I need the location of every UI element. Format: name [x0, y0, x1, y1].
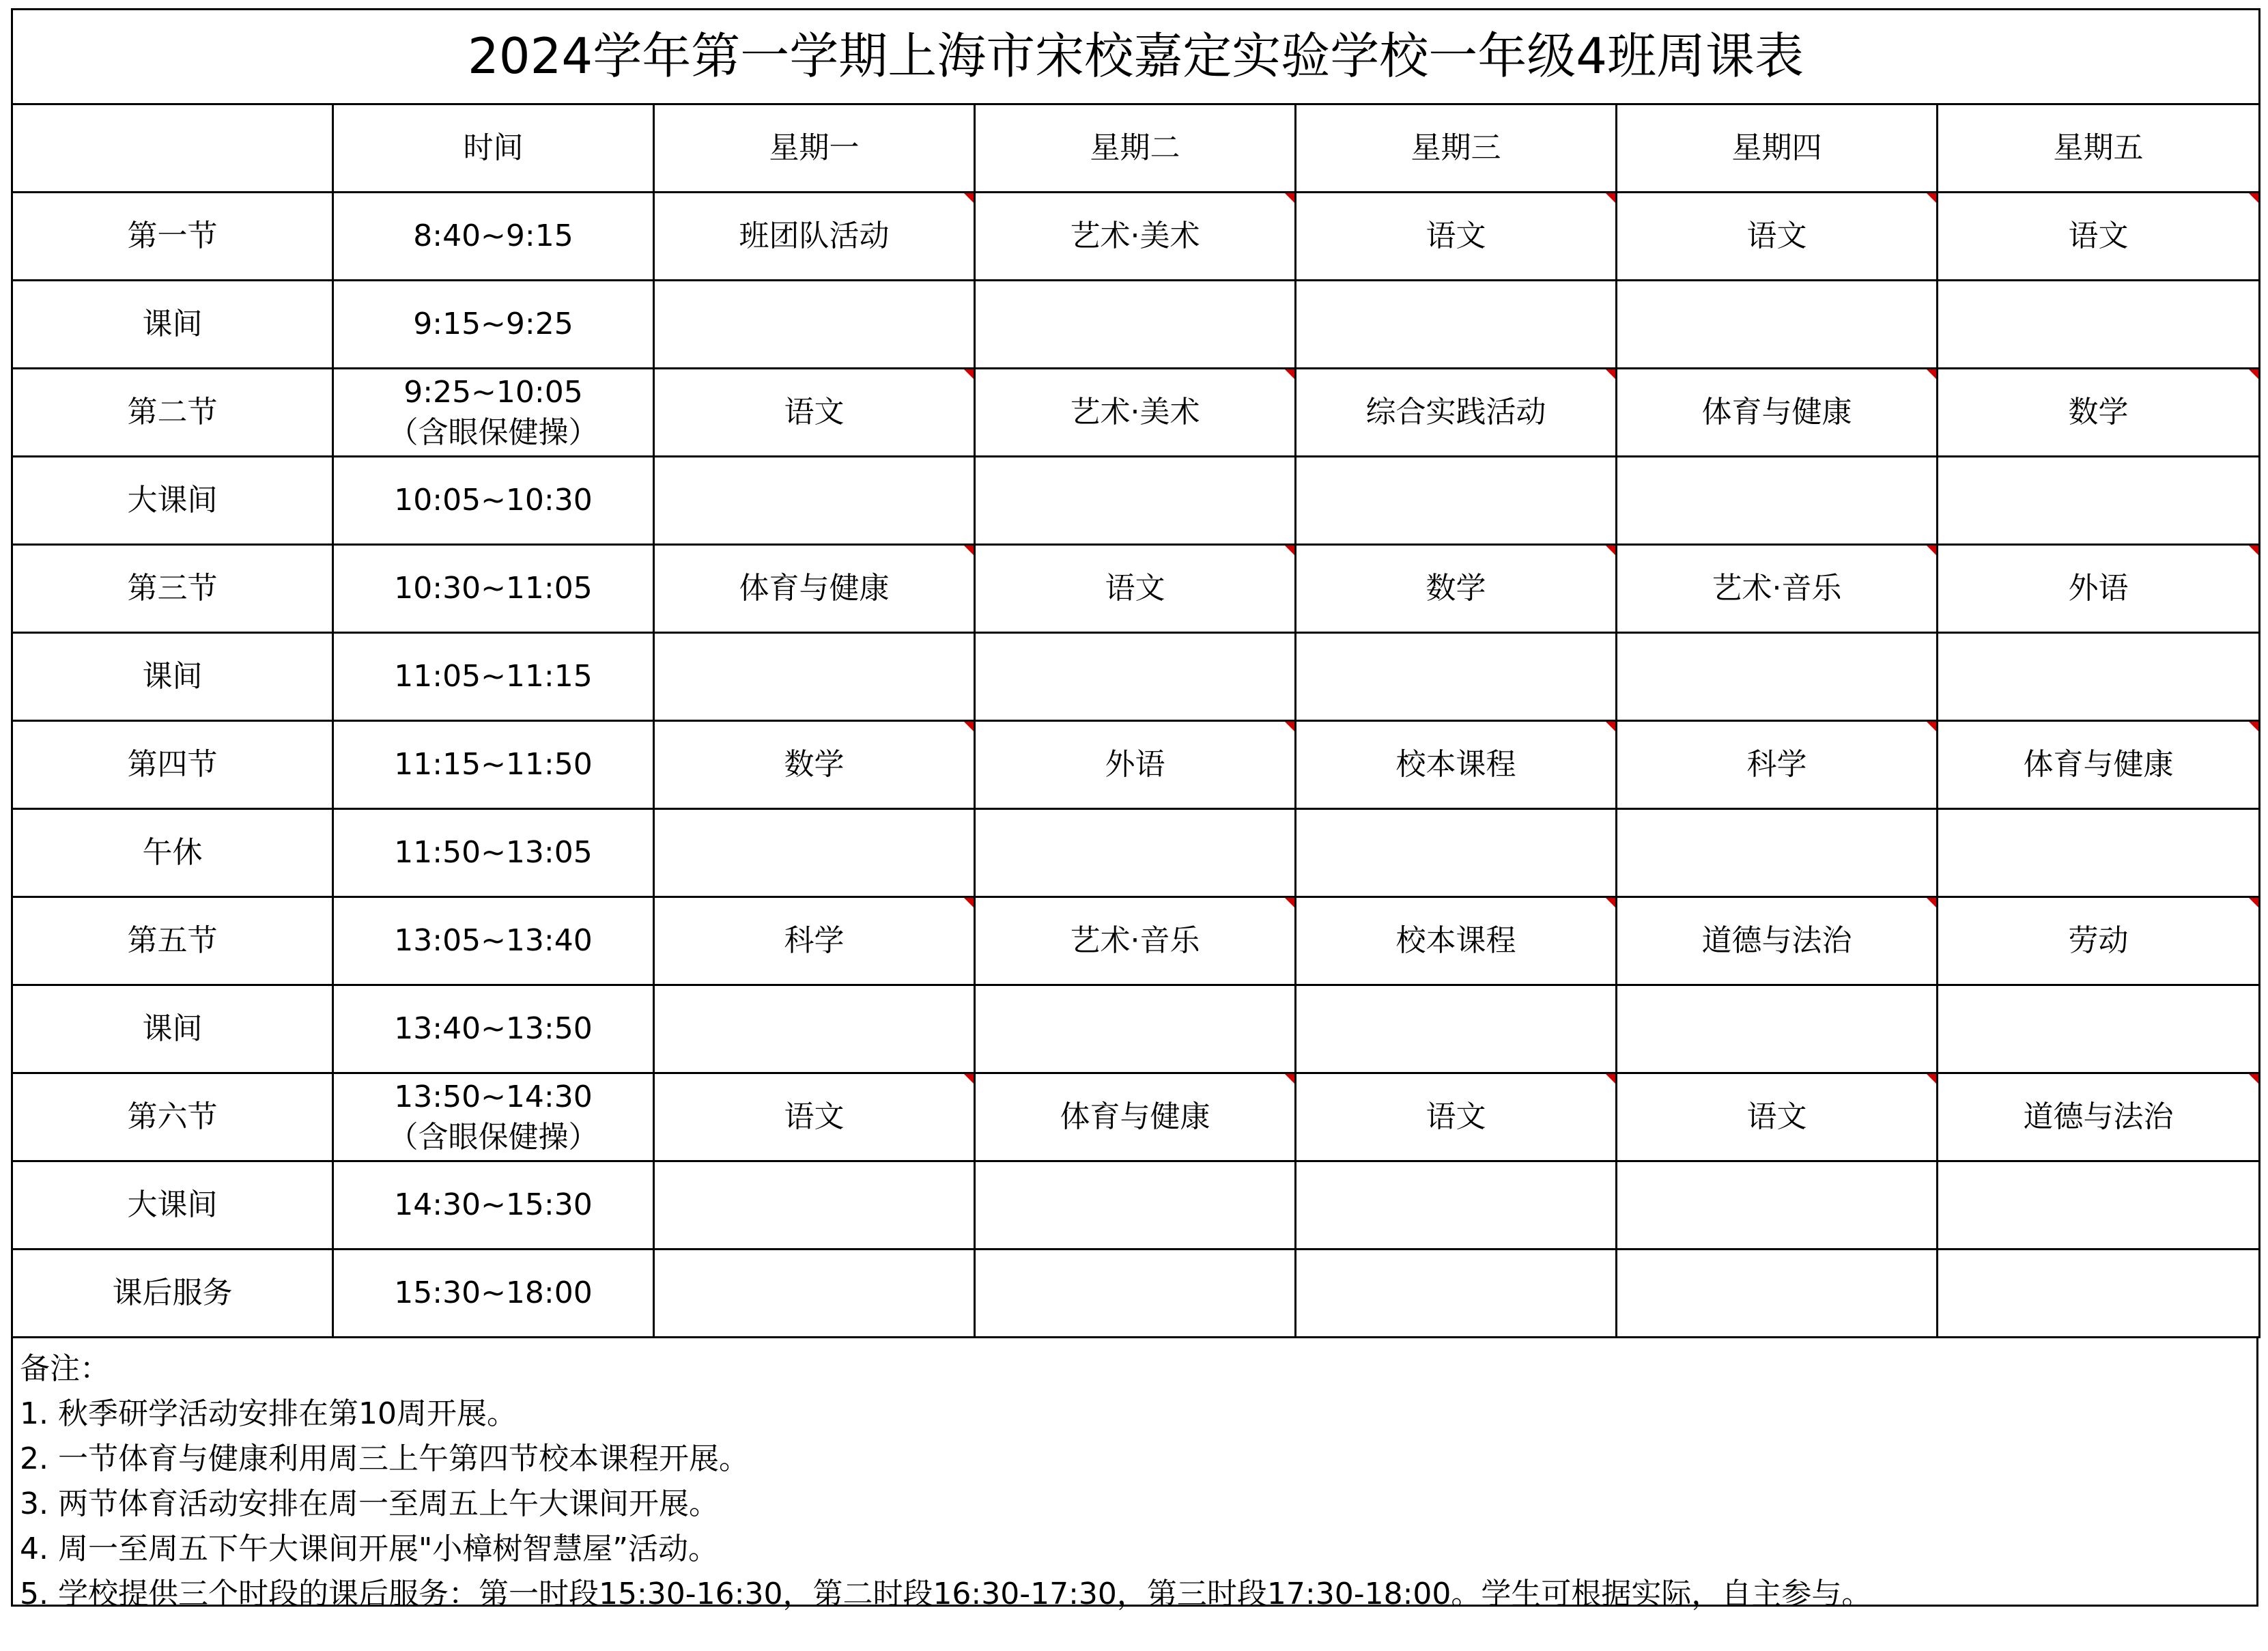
subject-cell-friday: 劳动 [1938, 897, 2260, 985]
subject-cell-tuesday: 语文 [975, 545, 1296, 633]
subject-cell-tuesday [975, 281, 1296, 369]
subject-cell-tuesday [975, 457, 1296, 545]
subject-cell-friday: 体育与健康 [1938, 721, 2260, 809]
period-name-cell: 课间 [12, 281, 333, 369]
period-time-cell [333, 457, 654, 545]
subject-cell-thursday [1617, 1161, 1938, 1250]
subject-cell-thursday: 科学 [1617, 721, 1938, 809]
period-name-cell: 第三节 [12, 545, 333, 633]
header-time-cell: 时间 [333, 104, 654, 193]
subject-cell-friday [1938, 633, 2260, 721]
timetable-sheet [11, 8, 2258, 1650]
period-name-cell: 第四节 [12, 721, 333, 809]
subject-cell-friday: 数学 [1938, 369, 2260, 457]
note-item: 5. 学校提供三个时段的课后服务：第一时段15:30-16:30，第二时段16:30-17:30，第三时段17:30-18:00。学生可根据实际，自主参与。 [20, 1577, 1872, 1611]
header-blank-cell [12, 104, 333, 193]
period-name-cell: 大课间 [12, 1161, 333, 1250]
header-day-friday: 星期五 [1938, 104, 2260, 193]
period-time-text: 15:30~18:00 [394, 1275, 593, 1311]
header-day-monday: 星期一 [654, 104, 975, 193]
subject-cell-wednesday [1296, 633, 1617, 721]
subject-cell-monday [654, 633, 975, 721]
period-time-cell [333, 721, 654, 809]
subject-cell-tuesday: 艺术·美术 [975, 369, 1296, 457]
table-row [12, 721, 2260, 809]
subject-cell-wednesday: 数学 [1296, 545, 1617, 633]
subject-cell-monday: 班团队活动 [654, 193, 975, 281]
subject-cell-friday [1938, 1250, 2260, 1338]
note-item: 3. 两节体育活动安排在周一至周五上午大课间开展。 [20, 1486, 719, 1521]
subject-cell-wednesday: 语文 [1296, 193, 1617, 281]
header-day-thursday: 星期四 [1617, 104, 1938, 193]
notes-heading: 备注： [20, 1351, 110, 1386]
period-time-text: 13:40~13:50 [394, 1011, 593, 1047]
period-name-cell: 课后服务 [12, 1250, 333, 1338]
subject-cell-monday: 科学 [654, 897, 975, 985]
subject-cell-wednesday: 综合实践活动 [1296, 369, 1617, 457]
period-time-cell [333, 633, 654, 721]
subject-cell-tuesday [975, 1161, 1296, 1250]
timetable [11, 8, 2260, 1338]
period-time-text: 9:25~10:05 [403, 374, 583, 410]
subject-cell-monday [654, 281, 975, 369]
subject-cell-friday: 道德与法治 [1938, 1073, 2260, 1161]
header-row [12, 104, 2260, 193]
schedule-body [12, 193, 2260, 1338]
table-row [12, 633, 2260, 721]
subject-cell-monday [654, 1161, 975, 1250]
period-time-cell [333, 193, 654, 281]
table-row [12, 897, 2260, 985]
table-row [12, 1161, 2260, 1250]
subject-cell-monday [654, 457, 975, 545]
subject-cell-tuesday: 艺术·音乐 [975, 897, 1296, 985]
period-time-note: （含眼保健操） [388, 415, 599, 450]
subject-cell-wednesday [1296, 1250, 1617, 1338]
period-time-cell [333, 1250, 654, 1338]
period-time-cell [333, 809, 654, 897]
period-name-cell: 午休 [12, 809, 333, 897]
period-name-cell: 第六节 [12, 1073, 333, 1161]
period-time-text: 8:40~9:15 [413, 218, 573, 254]
subject-cell-thursday: 体育与健康 [1617, 369, 1938, 457]
subject-cell-monday: 语文 [654, 369, 975, 457]
subject-cell-wednesday: 语文 [1296, 1073, 1617, 1161]
subject-cell-monday: 数学 [654, 721, 975, 809]
subject-cell-thursday: 艺术·音乐 [1617, 545, 1938, 633]
header-day-wednesday: 星期三 [1296, 104, 1617, 193]
subject-cell-tuesday [975, 985, 1296, 1073]
subject-cell-wednesday: 校本课程 [1296, 897, 1617, 985]
subject-cell-monday: 体育与健康 [654, 545, 975, 633]
subject-cell-wednesday [1296, 1161, 1617, 1250]
period-name-cell: 大课间 [12, 457, 333, 545]
subject-cell-tuesday: 外语 [975, 721, 1296, 809]
subject-cell-tuesday: 艺术·美术 [975, 193, 1296, 281]
subject-cell-tuesday [975, 809, 1296, 897]
subject-cell-thursday [1617, 457, 1938, 545]
table-row [12, 1250, 2260, 1338]
subject-cell-monday [654, 809, 975, 897]
note-item: 2. 一节体育与健康利用周三上午第四节校本课程开展。 [20, 1441, 749, 1476]
notes-section [11, 1338, 2258, 1611]
period-time-cell [333, 369, 654, 457]
period-name-cell: 课间 [12, 985, 333, 1073]
note-item: 1. 秋季研学活动安排在第10周开展。 [20, 1396, 517, 1431]
table-row [12, 457, 2260, 545]
period-time-note: （含眼保健操） [388, 1120, 599, 1155]
subject-cell-wednesday [1296, 457, 1617, 545]
subject-cell-wednesday [1296, 281, 1617, 369]
period-name-cell: 第五节 [12, 897, 333, 985]
period-name-cell: 第二节 [12, 369, 333, 457]
table-row [12, 193, 2260, 281]
period-name-cell: 第一节 [12, 193, 333, 281]
title-row [12, 10, 2260, 104]
subject-cell-friday: 外语 [1938, 545, 2260, 633]
period-time-cell [333, 897, 654, 985]
period-time-cell [333, 545, 654, 633]
subject-cell-wednesday: 校本课程 [1296, 721, 1617, 809]
subject-cell-thursday [1617, 633, 1938, 721]
subject-cell-tuesday: 体育与健康 [975, 1073, 1296, 1161]
subject-cell-friday [1938, 1161, 2260, 1250]
table-row [12, 545, 2260, 633]
table-row [12, 1073, 2260, 1161]
subject-cell-thursday: 语文 [1617, 1073, 1938, 1161]
subject-cell-friday [1938, 281, 2260, 369]
subject-cell-monday [654, 985, 975, 1073]
period-name-cell: 课间 [12, 633, 333, 721]
period-time-cell [333, 1073, 654, 1161]
subject-cell-thursday [1617, 1250, 1938, 1338]
period-time-text: 9:15~9:25 [413, 307, 573, 342]
subject-cell-thursday [1617, 281, 1938, 369]
period-time-text: 10:05~10:30 [394, 483, 593, 518]
subject-cell-friday: 语文 [1938, 193, 2260, 281]
subject-cell-monday: 语文 [654, 1073, 975, 1161]
subject-cell-friday [1938, 809, 2260, 897]
subject-cell-tuesday [975, 1250, 1296, 1338]
table-row [12, 809, 2260, 897]
subject-cell-thursday: 语文 [1617, 193, 1938, 281]
period-time-text: 13:05~13:40 [394, 923, 593, 959]
header-day-tuesday: 星期二 [975, 104, 1296, 193]
page-title: 2024学年第一学期上海市宋校嘉定实验学校一年级4班周课表 [12, 10, 2260, 104]
period-time-text: 11:15~11:50 [394, 747, 593, 782]
table-row [12, 281, 2260, 369]
subject-cell-wednesday [1296, 985, 1617, 1073]
period-time-text: 14:30~15:30 [394, 1187, 593, 1223]
period-time-text: 11:50~13:05 [394, 835, 593, 871]
subject-cell-monday [654, 1250, 975, 1338]
subject-cell-friday [1938, 985, 2260, 1073]
note-item: 4. 周一至周五下午大课间开展"小樟树智慧屋”活动。 [20, 1532, 718, 1566]
table-row [12, 369, 2260, 457]
period-time-cell [333, 985, 654, 1073]
table-row [12, 985, 2260, 1073]
subject-cell-thursday: 道德与法治 [1617, 897, 1938, 985]
subject-cell-wednesday [1296, 809, 1617, 897]
period-time-text: 11:05~11:15 [394, 659, 593, 694]
period-time-text: 10:30~11:05 [394, 571, 593, 606]
subject-cell-friday [1938, 457, 2260, 545]
subject-cell-thursday [1617, 809, 1938, 897]
period-time-cell [333, 281, 654, 369]
period-time-cell [333, 1161, 654, 1250]
period-time-text: 13:50~14:30 [394, 1079, 593, 1114]
subject-cell-thursday [1617, 985, 1938, 1073]
subject-cell-tuesday [975, 633, 1296, 721]
